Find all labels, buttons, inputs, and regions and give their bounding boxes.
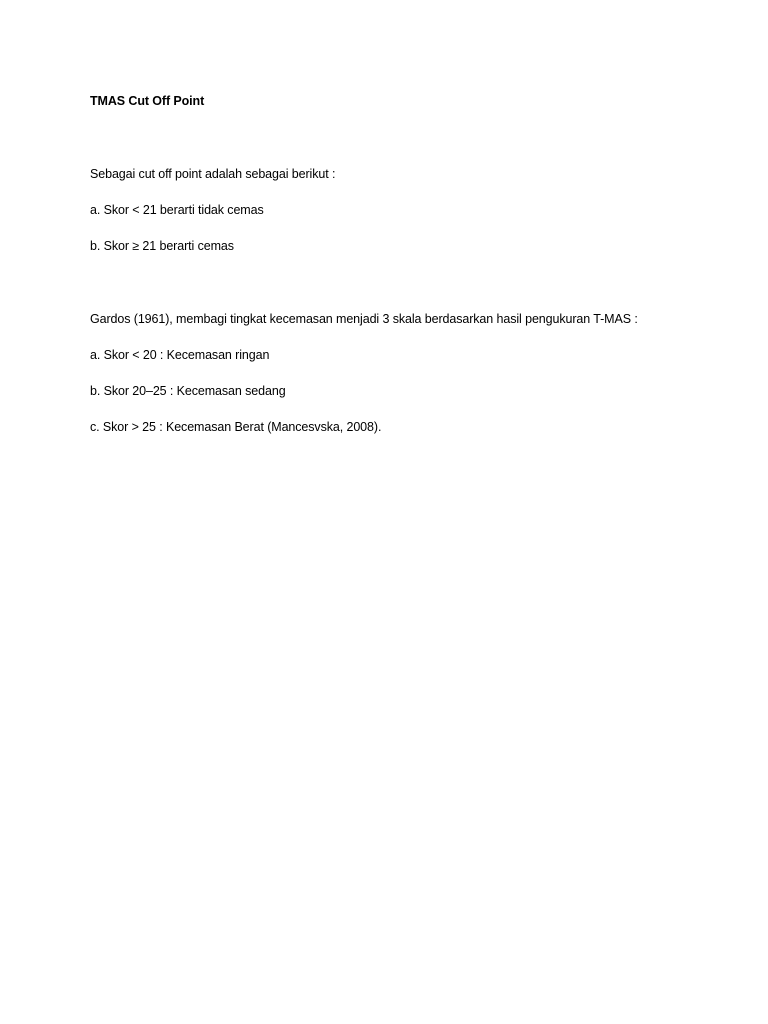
section2-item-a: a. Skor < 20 : Kecemasan ringan [90,348,270,362]
section1-item-a: a. Skor < 21 berarti tidak cemas [90,203,264,217]
section1-item-b: b. Skor ≥ 21 berarti cemas [90,239,234,253]
document-title: TMAS Cut Off Point [90,94,205,108]
section2-item-c: c. Skor > 25 : Kecemasan Berat (Mancesvska, 2008). [90,420,382,434]
section1-intro: Sebagai cut off point adalah sebagai berikut : [90,167,336,181]
section2-item-b: b. Skor 20–25 : Kecemasan sedang [90,384,286,398]
section2-intro: Gardos (1961), membagi tingkat kecemasan menjadi 3 skala berdasarkan hasil pengukuran T-MAS : [90,312,638,326]
